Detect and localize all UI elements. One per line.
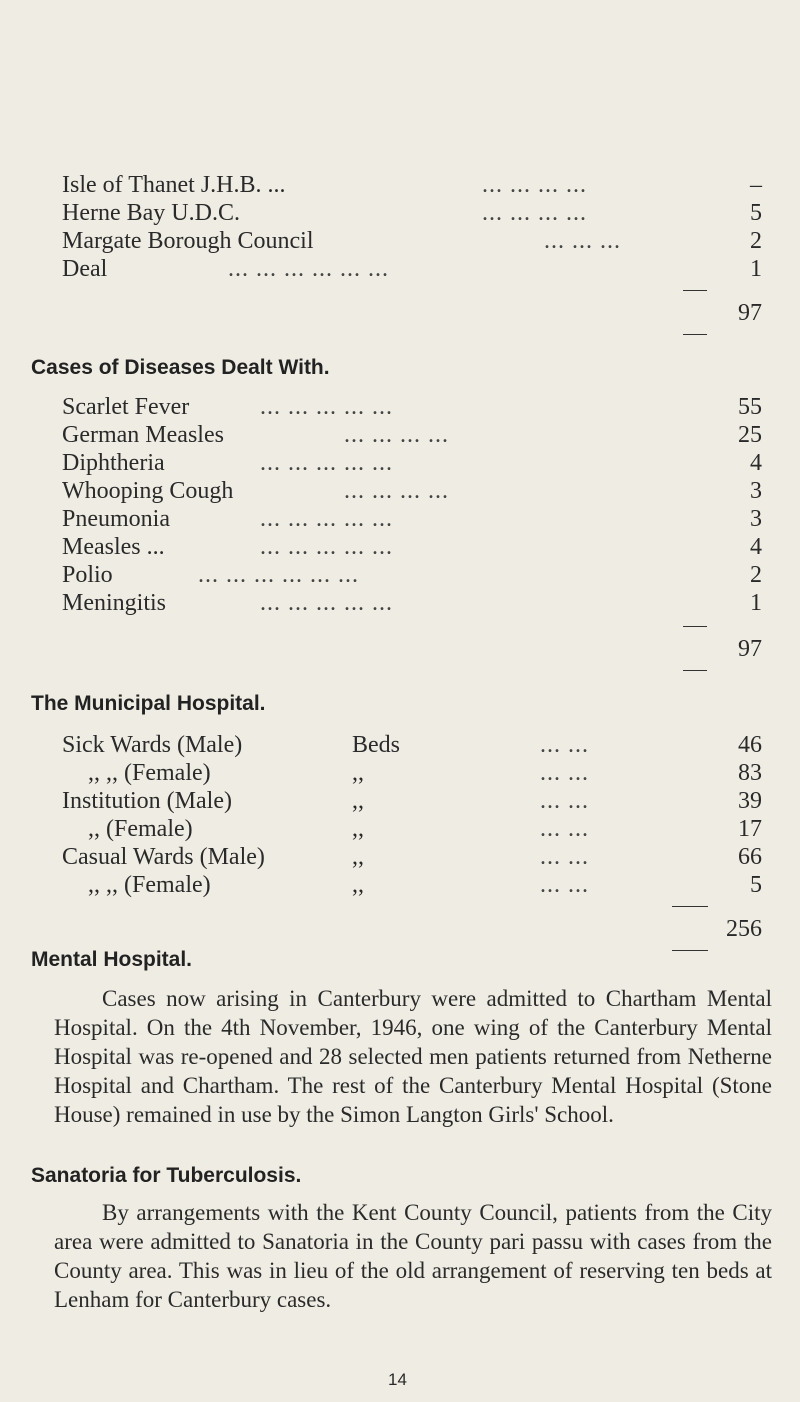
row-label: ,, (Female) [88, 816, 193, 842]
row-value: 1 [750, 256, 762, 282]
section-heading: Mental Hospital. [31, 948, 193, 971]
row-value: 17 [738, 816, 762, 842]
row-label: Whooping Cough [62, 478, 234, 504]
leader-dots: ... ... [540, 760, 589, 786]
row-label: Pneumonia [62, 506, 170, 532]
row-value: 66 [738, 844, 762, 870]
row-label: Measles ... [62, 534, 165, 560]
row-label: Margate Borough Council [62, 228, 314, 254]
row-label: Herne Bay U.D.C. [62, 200, 240, 226]
row-label: ,, ,, (Female) [88, 760, 211, 786]
section-heading: Cases of Diseases Dealt With. [31, 356, 330, 379]
section-heading: The Municipal Hospital. [31, 692, 266, 715]
leader-dots: ... ... ... ... [482, 172, 587, 198]
row-label: ,, ,, (Female) [88, 872, 211, 898]
row-label: Deal [62, 256, 108, 282]
row-value: 55 [738, 394, 762, 420]
row-label: Casual Wards (Male) [62, 844, 265, 870]
section-heading: Sanatoria for Tuberculosis. [31, 1164, 302, 1187]
sum-rule [672, 950, 708, 951]
row-value: 25 [738, 422, 762, 448]
beds-label: ,, [352, 816, 364, 842]
row-value: 2 [750, 562, 762, 588]
beds-label: Beds [352, 732, 400, 758]
leader-dots: ... ... [540, 872, 589, 898]
leader-dots: ... ... ... ... ... [260, 394, 393, 420]
row-label: Isle of Thanet J.H.B. ... [62, 172, 286, 198]
row-value: 83 [738, 760, 762, 786]
leader-dots: ... ... ... ... [344, 422, 449, 448]
row-label: Scarlet Fever [62, 394, 190, 420]
paragraph [54, 984, 772, 1129]
row-label: Meningitis [62, 590, 167, 616]
total-value: 97 [738, 300, 762, 326]
leader-dots: ... ... [540, 816, 589, 842]
row-value: 5 [750, 872, 762, 898]
leader-dots: ... ... ... ... [344, 478, 449, 504]
sum-rule [683, 334, 707, 335]
leader-dots: ... ... ... ... ... [260, 506, 393, 532]
row-value: 3 [750, 478, 762, 504]
row-value: 5 [750, 200, 762, 226]
row-label: Polio [62, 562, 113, 588]
row-value: 46 [738, 732, 762, 758]
leader-dots: ... ... ... [544, 228, 621, 254]
row-label: Sick Wards (Male) [62, 732, 243, 758]
row-label: Institution (Male) [62, 788, 232, 814]
leader-dots: ... ... ... ... ... [260, 590, 393, 616]
row-value: 1 [750, 590, 762, 616]
total-value: 97 [738, 636, 762, 662]
page-number: 14 [388, 1370, 407, 1389]
paragraph-text: Cases now arising in Canterbury were admitted to Chartham Mental Hospital. On the 4th November, 1946, one wing of the Canterbury Mental Hospital was re-opened and 28 selected men patients returned from Netherne Hospital and Chartham. The rest of the Canterbury Mental Hospital (Stone House) remained in use by the Simon Langton Girls' School. [54, 986, 772, 1127]
row-value: 2 [750, 228, 762, 254]
sum-rule [683, 670, 707, 671]
row-value: – [750, 172, 762, 198]
paragraph [54, 1198, 772, 1314]
paragraph-text: By arrangements with the Kent County Council, patients from the City area were admitted to Sanatoria in the County pari passu with cases from the County area. This was in lieu of the old arrangement of reserving ten beds at Lenham for Canterbury cases. [54, 1200, 772, 1312]
leader-dots: ... ... ... ... ... ... [198, 562, 359, 588]
total-value: 256 [726, 916, 762, 942]
row-label: German Measles [62, 422, 224, 448]
row-label: Diphtheria [62, 450, 165, 476]
sum-rule [672, 906, 708, 907]
beds-label: ,, [352, 788, 364, 814]
leader-dots: ... ... [540, 844, 589, 870]
leader-dots: ... ... ... ... [482, 200, 587, 226]
leader-dots: ... ... [540, 788, 589, 814]
leader-dots: ... ... ... ... ... [260, 450, 393, 476]
row-value: 4 [750, 534, 762, 560]
row-value: 3 [750, 506, 762, 532]
beds-label: ,, [352, 844, 364, 870]
leader-dots: ... ... [540, 732, 589, 758]
leader-dots: ... ... ... ... ... ... [228, 256, 389, 282]
beds-label: ,, [352, 872, 364, 898]
sum-rule [683, 626, 707, 627]
sum-rule [683, 290, 707, 291]
row-value: 39 [738, 788, 762, 814]
leader-dots: ... ... ... ... ... [260, 534, 393, 560]
beds-label: ,, [352, 760, 364, 786]
row-value: 4 [750, 450, 762, 476]
